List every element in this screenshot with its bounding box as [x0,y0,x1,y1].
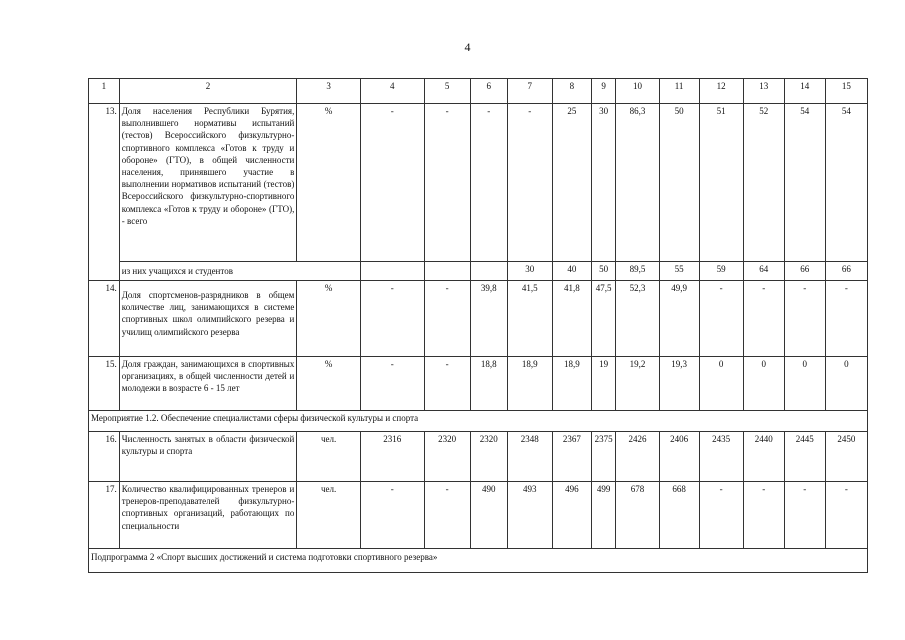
value-cell: 55 [659,262,699,281]
column-header: 2 [119,79,297,104]
value-cell: - [360,104,424,262]
value-cell: 490 [470,482,507,549]
value-cell: 2375 [591,432,616,482]
unit-cell: % [297,281,361,357]
value-cell: 2320 [470,432,507,482]
value-cell: 2450 [825,432,867,482]
value-cell: 64 [743,262,784,281]
value-cell: - [825,482,867,549]
page-number: 4 [464,40,471,54]
row-number: 13. [89,104,120,281]
column-header: 5 [424,79,470,104]
value-cell: 499 [591,482,616,549]
value-cell: 2426 [616,432,659,482]
value-cell: - [360,357,424,411]
column-header: 12 [699,79,743,104]
value-cell: 66 [825,262,867,281]
value-cell: 2435 [699,432,743,482]
value-cell [424,262,470,281]
value-cell: 66 [784,262,825,281]
indicators-table [88,78,868,573]
value-cell: 18,9 [507,357,552,411]
value-cell: 19,3 [659,357,699,411]
value-cell: 47,5 [591,281,616,357]
indicator-text: Доля спортсменов-разрядников в общем количестве лиц, занимающихся в системе спортивных школ олимпийского резерва и училищ олимпийского резерва [119,281,297,357]
value-cell: 493 [507,482,552,549]
value-cell: 52 [743,104,784,262]
section-row [89,411,868,432]
column-header: 4 [360,79,424,104]
value-cell: 50 [659,104,699,262]
value-cell: 19 [591,357,616,411]
indicator-subtext: из них учащихся и студентов [119,262,360,281]
table-row [89,262,868,281]
value-cell: - [743,281,784,357]
column-header: 10 [616,79,659,104]
section-heading: Подпрограмма 2 «Спорт высших достижений и система подготовки спортивного резерва» [89,549,868,573]
table-row [89,482,868,549]
value-cell: 49,9 [659,281,699,357]
value-cell: - [424,482,470,549]
value-cell: 54 [784,104,825,262]
value-cell: 30 [591,104,616,262]
value-cell: - [743,482,784,549]
value-cell: 2406 [659,432,699,482]
value-cell: 668 [659,482,699,549]
value-cell: - [424,357,470,411]
value-cell: - [699,482,743,549]
value-cell: 18,8 [470,357,507,411]
column-header: 6 [470,79,507,104]
value-cell: 54 [825,104,867,262]
value-cell: 2440 [743,432,784,482]
value-cell: - [699,281,743,357]
value-cell: 89,5 [616,262,659,281]
section-row [89,549,868,573]
value-cell: - [784,482,825,549]
column-header: 7 [507,79,552,104]
value-cell: - [360,281,424,357]
value-cell [470,262,507,281]
unit-cell: чел. [297,482,361,549]
indicator-text: Доля населения Республики Бурятия, выполнившего нормативы испытаний (тестов) Всероссийского физкультурно-спортивного комплекса «Готов к труду и обороне» (ГТО), в общей численности населения, принявшего участие в выполнении нормативов испытаний (тестов) Всероссийского физкультурно-спортивного комплекса «Готов к труду и обороне» (ГТО), - всего [119,104,297,262]
section-heading: Мероприятие 1.2. Обеспечение специалистами сферы физической культуры и спорта [89,411,868,432]
value-cell: 50 [591,262,616,281]
column-header: 15 [825,79,867,104]
row-number: 16. [89,432,120,482]
indicator-text: Численность занятых в области физической культуры и спорта [119,432,297,482]
value-cell: 25 [552,104,591,262]
value-cell: 86,3 [616,104,659,262]
column-header: 3 [297,79,361,104]
unit-cell: чел. [297,432,361,482]
value-cell: 52,3 [616,281,659,357]
table-row [89,104,868,262]
value-cell: 30 [507,262,552,281]
value-cell: - [507,104,552,262]
value-cell: 496 [552,482,591,549]
column-header: 9 [591,79,616,104]
header-row [89,79,868,104]
value-cell: 41,5 [507,281,552,357]
unit-cell: % [297,357,361,411]
row-number: 14. [89,281,120,357]
value-cell: 2316 [360,432,424,482]
table-row [89,281,868,357]
value-cell: 18,9 [552,357,591,411]
row-number: 15. [89,357,120,411]
value-cell: 0 [699,357,743,411]
value-cell: - [424,281,470,357]
column-header: 11 [659,79,699,104]
value-cell: 2348 [507,432,552,482]
value-cell: 59 [699,262,743,281]
indicator-text: Количество квалифицированных тренеров и тренеров-преподавателей физкультурно-спортивных организаций, работающих по специальности [119,482,297,549]
value-cell [360,262,424,281]
value-cell: - [784,281,825,357]
value-cell: 0 [743,357,784,411]
value-cell: - [470,104,507,262]
value-cell: - [360,482,424,549]
column-header: 13 [743,79,784,104]
value-cell: 678 [616,482,659,549]
indicator-text: Доля граждан, занимающихся в спортивных организациях, в общей численности детей и молодежи в возрасте 6 - 15 лет [119,357,297,411]
value-cell: 0 [825,357,867,411]
table-row [89,357,868,411]
value-cell: 19,2 [616,357,659,411]
value-cell: 2320 [424,432,470,482]
table-row [89,432,868,482]
column-header: 8 [552,79,591,104]
column-header: 1 [89,79,120,104]
value-cell: 2445 [784,432,825,482]
row-number: 17. [89,482,120,549]
unit-cell: % [297,104,361,262]
column-header: 14 [784,79,825,104]
value-cell: - [424,104,470,262]
value-cell: 51 [699,104,743,262]
value-cell: 40 [552,262,591,281]
value-cell: 0 [784,357,825,411]
value-cell: 2367 [552,432,591,482]
value-cell: 41,8 [552,281,591,357]
value-cell: - [825,281,867,357]
value-cell: 39,8 [470,281,507,357]
